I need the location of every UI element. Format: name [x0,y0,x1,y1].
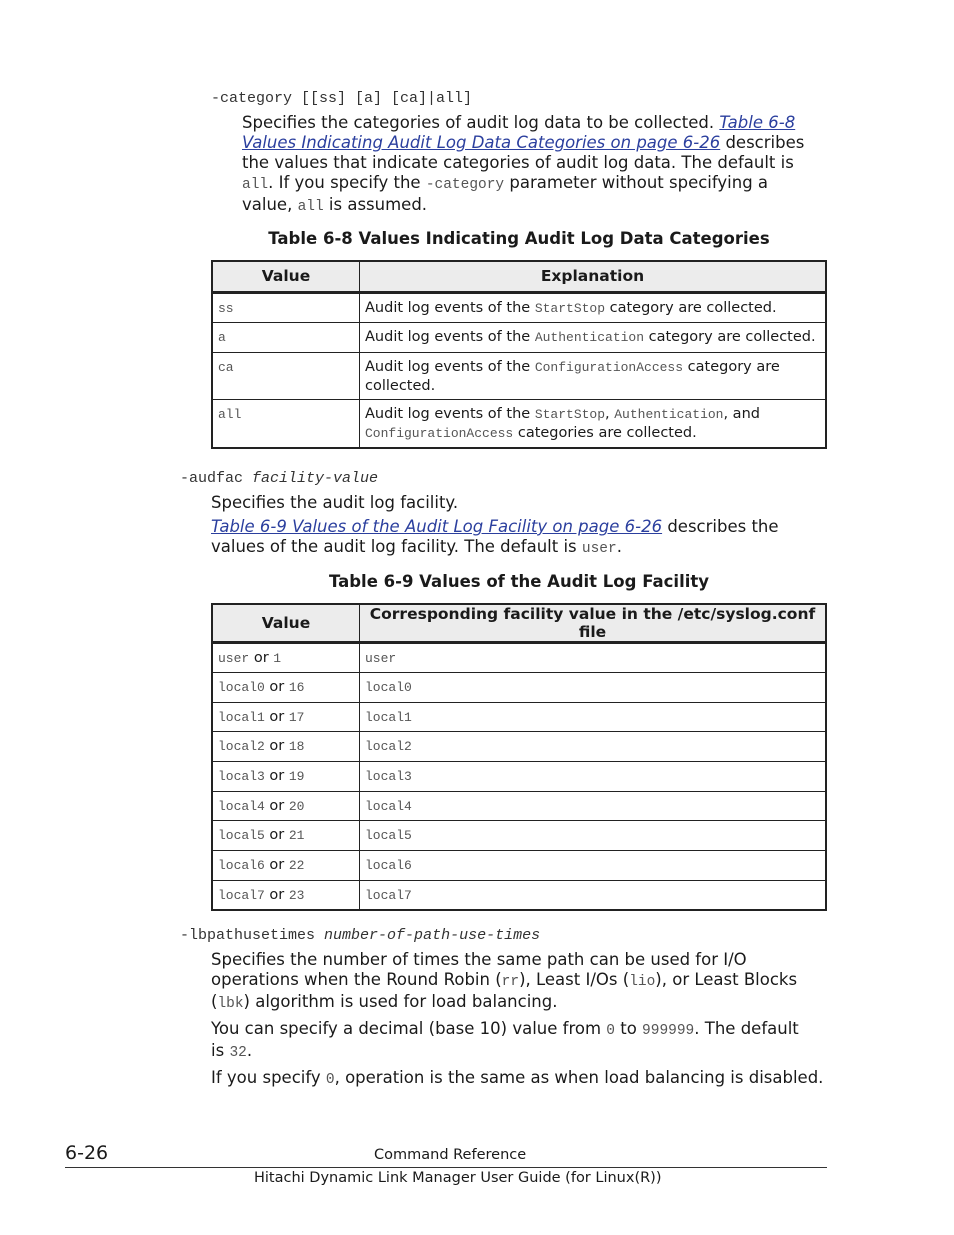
code-value: all [218,406,242,422]
cell-facility [360,732,827,762]
column-header-explanation: Explanation [360,261,827,292]
code-facility-name: user [218,651,250,666]
cell-value [212,673,360,703]
option-argument: facility-value [252,470,379,487]
table-6-8-link[interactable]: Table 6-8 [719,113,796,132]
code-facility-number: 19 [288,769,305,785]
code-default: 32 [229,1045,247,1061]
column-header-facility: Corresponding facility value in the /etc/syslog.conf file [360,604,827,643]
cell-value [212,643,360,673]
text: category are collected. [605,299,777,316]
text: ) algorithm is used for load balancing. [243,992,558,1011]
option-name: -lbpathusetimes [180,927,316,944]
cell-value [212,791,360,821]
code-value: ca [218,359,234,375]
cell-value [212,322,360,352]
table-6-9-link[interactable]: Table 6-9 Values of the Audit Log Facility on page 6-26 [211,517,663,536]
text: category are collected. [365,358,780,394]
code-facility-number: 23 [288,887,305,903]
cell-explanation [360,292,827,322]
table-row [212,322,826,352]
table-row [212,732,826,762]
table-6-9 [211,603,827,911]
column-header-value: Value [212,261,360,292]
text: the values that indicate categories of audit log data. The default is [242,153,794,172]
cell-explanation [360,399,827,448]
table-6-8-caption: Table 6-8 Values Indicating Audit Log Data Categories [268,229,770,248]
text: Specifies the audit log facility. [211,493,459,512]
cell-value [212,732,360,762]
option-name: -audfac [180,470,244,487]
code-syslog-facility: local3 [365,769,412,785]
lbpathusetimes-option-description [211,950,841,1090]
text: operations when the Round Robin ( [211,970,502,989]
text: ), Least I/Os ( [519,970,630,989]
text: , and [723,405,760,422]
text: You can specify a decimal (base 10) value from [211,1019,607,1038]
text: Specifies the categories of audit log data to be collected. [242,113,720,132]
text: ), or Least Blocks [655,970,798,989]
table-6-9-caption: Table 6-9 Values of the Audit Log Facility [328,572,710,591]
text: describes the [662,517,779,536]
table-6-8-link-cont[interactable]: Values Indicating Audit Log Data Categories on page 6-26 [242,133,721,152]
table-6-8 [211,260,827,449]
code-category: ConfigurationAccess [534,359,684,375]
table-row [212,762,826,792]
code-zero: 0 [606,1023,615,1039]
cell-facility [360,643,827,673]
code-syslog-facility: local0 [365,680,412,695]
code-category: -category [425,177,505,193]
code-max: 999999 [642,1023,695,1039]
code-facility-name: local1 [218,709,265,725]
code-syslog-facility: local6 [365,858,412,874]
code-facility-number: 22 [288,858,305,874]
audfac-option-syntax [180,470,378,487]
code-value: ss [218,300,234,316]
text: If you specify [211,1068,326,1087]
text: is assumed. [323,195,428,214]
code-syslog-facility: user [365,651,397,666]
cell-value [212,762,360,792]
text: , operation is the same as when load balancing is disabled. [334,1068,824,1087]
footer-divider [65,1167,827,1168]
cell-value [212,292,360,322]
cell-explanation [360,322,827,352]
text: Audit log events of the [365,358,535,375]
code-rr: rr [501,974,520,990]
code-facility-name: local0 [218,680,265,695]
or-text: or [269,827,285,844]
text: . The default [694,1019,799,1038]
cell-facility [360,791,827,821]
code-facility-name: local5 [218,828,265,844]
text: value, [242,195,298,214]
or-text: or [269,857,285,874]
text: to [614,1019,643,1038]
table-row [212,673,826,703]
or-text: or [269,886,285,903]
code-facility-name: local6 [218,858,265,874]
cell-facility [360,673,827,703]
or-text: or [253,650,269,666]
text: parameter without specifying a [504,173,769,192]
cell-facility [360,702,827,732]
code-user: user [581,541,617,557]
code-category: Authentication [534,329,645,345]
or-text: or [269,708,285,725]
code-category: StartStop [534,300,606,316]
or-text: or [269,738,285,755]
category-option-syntax: -category [[ss] [a] [ca]|all] [211,90,473,107]
option-argument: number-of-path-use-times [324,927,541,944]
text: . [246,1041,253,1060]
text: Specifies the number of times the same path can be used for I/O [211,950,747,969]
table-row [212,702,826,732]
footer-guide-title: Hitachi Dynamic Link Manager User Guide (for Linux(R)) [254,1170,662,1186]
code-facility-name: local2 [218,739,265,755]
cell-value [212,851,360,881]
cell-value [212,821,360,851]
cell-facility [360,821,827,851]
code-value: a [218,329,226,345]
page-number: 6-26 [65,1142,109,1164]
text: Audit log events of the [365,328,535,345]
lbpathusetimes-option-syntax [180,927,540,944]
cell-value [212,399,360,448]
or-text: or [269,679,285,695]
code-syslog-facility: local7 [365,887,412,903]
code-category: Authentication [614,406,724,422]
code-lio: lio [629,974,656,990]
table-row [212,292,826,322]
code-facility-number: 16 [288,680,305,695]
cell-facility [360,880,827,910]
code-facility-number: 18 [288,739,305,755]
table-row [212,352,826,399]
text: ( [211,992,218,1011]
code-facility-name: local7 [218,887,265,903]
code-syslog-facility: local4 [365,798,412,814]
code-lbk: lbk [217,996,244,1012]
cell-value [212,702,360,732]
code-all: all [242,177,269,193]
table-row [212,851,826,881]
category-option-description [242,113,842,217]
table-row [212,791,826,821]
text: category are collected. [644,328,816,345]
code-facility-number: 20 [288,798,305,814]
cell-facility [360,762,827,792]
cell-explanation [360,352,827,399]
text: categories are collected. [513,424,697,441]
text: values of the audit log facility. The default is [211,537,582,556]
audfac-option-description [211,493,831,559]
table-row [212,399,826,448]
text: describes [720,133,805,152]
code-category: StartStop [534,406,606,422]
text: . [616,537,622,556]
table-row [212,643,826,673]
code-syslog-facility: local2 [365,739,412,755]
cell-value [212,880,360,910]
code-zero: 0 [325,1072,335,1088]
footer-section-title: Command Reference [374,1147,527,1163]
code-facility-number: 17 [288,709,305,725]
cell-value [212,352,360,399]
code-facility-number: 21 [288,828,305,844]
code-facility-name: local4 [218,798,265,814]
table-row [212,821,826,851]
code-syslog-facility: local1 [365,709,412,725]
code-syslog-facility: local5 [365,828,412,844]
code-all: all [297,199,324,215]
code-facility-name: local3 [218,769,265,785]
text: , [605,405,615,422]
cell-facility [360,851,827,881]
or-text: or [269,768,285,785]
or-text: or [269,797,285,814]
code-facility-number: 1 [273,651,282,666]
column-header-value: Value [212,604,360,643]
text: Audit log events of the [365,405,535,422]
text: . If you specify the [268,173,426,192]
text: Audit log events of the [365,299,535,316]
text: is [211,1041,230,1060]
code-category: ConfigurationAccess [365,425,514,441]
table-row [212,880,826,910]
